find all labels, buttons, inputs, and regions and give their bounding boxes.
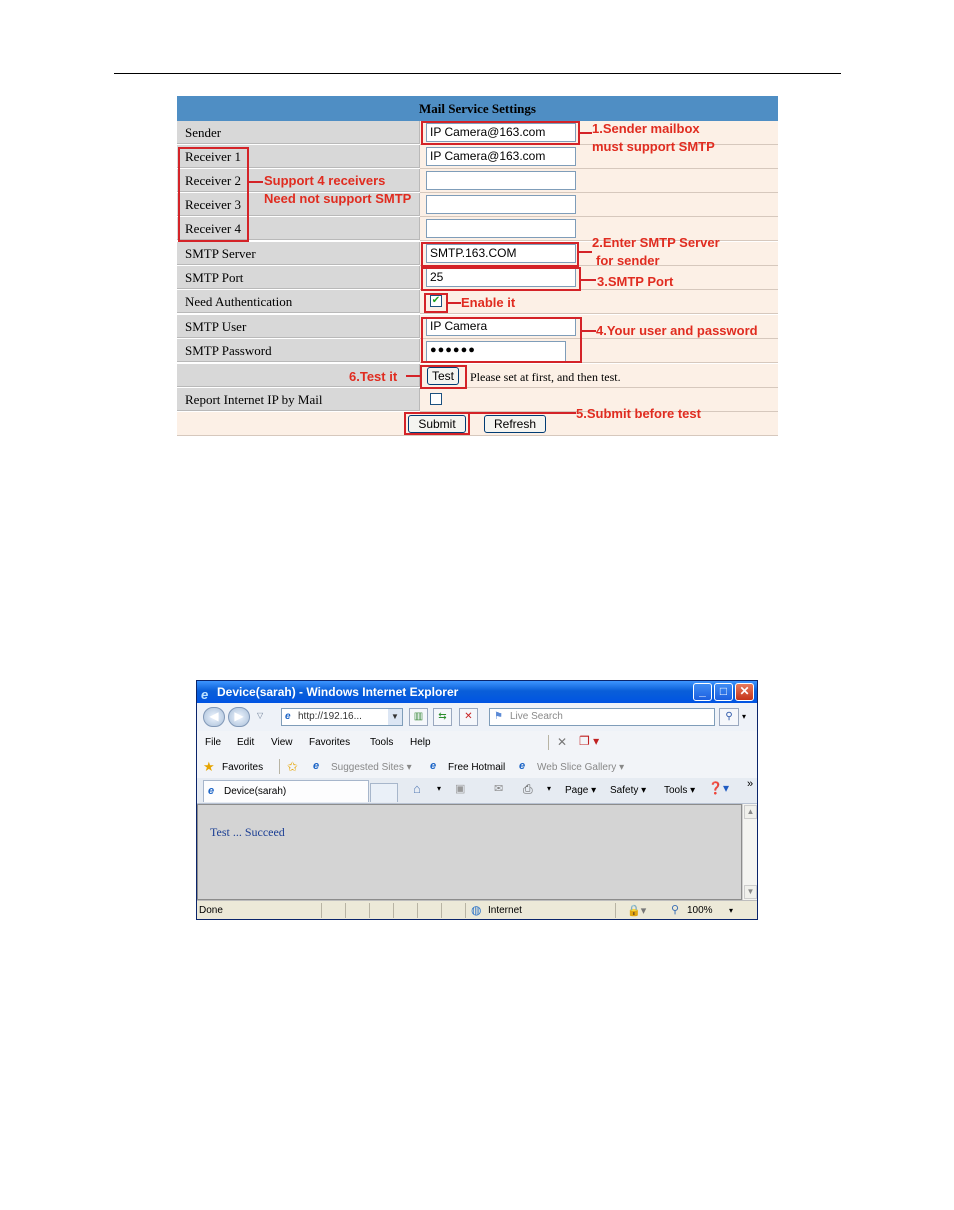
credentials-callout-line	[582, 330, 596, 332]
feeds-icon[interactable]: ▣	[455, 783, 466, 795]
page-icon: e	[285, 711, 291, 722]
report-ip-label: Report Internet IP by Mail	[177, 388, 420, 411]
refresh-icon[interactable]: ⇆	[433, 708, 452, 726]
protected-mode-icon[interactable]: 🔒▾	[627, 905, 647, 917]
smtp-port-callout-line	[581, 279, 596, 281]
more-tools-chevron[interactable]: »	[747, 778, 754, 790]
report-ip-checkbox[interactable]	[430, 393, 442, 405]
ie-navigation-bar	[197, 703, 757, 732]
maximize-icon[interactable]: □	[714, 683, 733, 701]
smtp-user-input[interactable]: IP Camera	[426, 317, 576, 336]
smtp-port-highlight	[421, 267, 581, 291]
ie-window-title: Device(sarah) - Windows Internet Explorer	[217, 685, 459, 699]
sender-callout-line	[580, 132, 592, 134]
test-highlight	[420, 365, 467, 389]
authentication-highlight	[424, 293, 448, 313]
smtp-server-input[interactable]: SMTP.163.COM	[426, 244, 576, 263]
credentials-highlight	[421, 317, 582, 363]
internet-zone-label: Internet	[488, 905, 522, 916]
help-icon[interactable]: ❓▾	[708, 781, 729, 795]
status-divider-5	[417, 903, 418, 918]
smtp-server-label: SMTP Server	[177, 242, 420, 265]
close-icon[interactable]: ✕	[735, 683, 754, 701]
search-placeholder: Live Search	[510, 711, 563, 722]
status-text: Done	[199, 905, 223, 916]
tab-bar	[197, 778, 757, 804]
test-note: Please set at first, and then test.	[470, 370, 621, 384]
menu-close-icon[interactable]: ✕	[557, 735, 568, 749]
address-dropdown-icon[interactable]: ▼	[388, 709, 402, 725]
smtp-server-callout-line	[579, 251, 592, 253]
suggested-sites-icon: e	[313, 760, 320, 772]
receiver-4-input[interactable]	[426, 219, 576, 238]
annotation-smtp-port: 3.SMTP Port	[597, 274, 674, 289]
free-hotmail-link[interactable]: Free Hotmail	[448, 762, 506, 773]
sender-highlight	[421, 121, 580, 145]
status-bar	[197, 900, 757, 920]
row-test	[177, 364, 778, 388]
sender-input[interactable]: IP Camera@163.com	[426, 123, 576, 142]
menu-edit[interactable]: Edit	[237, 737, 255, 748]
search-input[interactable]	[489, 708, 715, 726]
submit-highlight	[404, 412, 470, 435]
web-slice-gallery-link[interactable]: Web Slice Gallery ▾	[537, 762, 625, 773]
favorites-bar	[197, 754, 757, 778]
receiver-3-input[interactable]	[426, 195, 576, 214]
new-tab-button[interactable]	[370, 783, 398, 802]
web-slice-icon: e	[519, 760, 526, 772]
print-icon[interactable]: ⎙	[523, 782, 533, 796]
tab-label: Device(sarah)	[224, 786, 287, 797]
page-header-rule	[114, 73, 841, 74]
home-icon[interactable]: ⌂	[413, 781, 421, 796]
receiver-2-label: Receiver 2	[177, 169, 420, 192]
vertical-scrollbar[interactable]	[742, 804, 758, 900]
status-divider-6	[441, 903, 442, 918]
translate-icon[interactable]: ❐ ▾	[579, 734, 600, 748]
annotation-sender-1: 1.Sender mailbox	[592, 121, 700, 136]
need-authentication-checkbox[interactable]: ✔	[431, 295, 441, 306]
status-divider-2	[345, 903, 346, 918]
ie-title-bar	[197, 681, 757, 703]
history-dropdown-icon[interactable]: ▽	[257, 711, 264, 720]
smtp-server-highlight	[421, 242, 579, 267]
smtp-user-label: SMTP User	[177, 315, 420, 338]
tools-menu[interactable]: Tools ▾	[664, 785, 696, 796]
menu-favorites[interactable]: Favorites	[309, 737, 351, 748]
annotation-smtp-server-1: 2.Enter SMTP Server	[592, 235, 720, 250]
receiver-3-label: Receiver 3	[177, 193, 420, 216]
test-result-message: Test ... Succeed	[210, 825, 285, 839]
add-favorite-icon[interactable]: ✩	[287, 759, 298, 774]
menu-divider	[548, 735, 549, 750]
forward-icon[interactable]: ▶	[228, 707, 250, 727]
receiver-1-input[interactable]: IP Camera@163.com	[426, 147, 576, 166]
receiver-4-label: Receiver 4	[177, 217, 420, 240]
suggested-sites-link[interactable]: Suggested Sites ▾	[331, 762, 412, 773]
ie-logo-icon: e	[201, 687, 209, 702]
favorites-button[interactable]: Favorites	[222, 762, 264, 773]
receivers-highlight	[178, 147, 249, 242]
hotmail-icon: e	[430, 760, 437, 772]
back-icon[interactable]: ◀	[203, 707, 225, 727]
panel-title: Mail Service Settings	[177, 96, 778, 121]
menu-view[interactable]: View	[271, 737, 293, 748]
smtp-port-label: SMTP Port	[177, 266, 420, 289]
tab-device[interactable]	[203, 780, 369, 802]
search-options-icon[interactable]: ▾	[742, 712, 747, 721]
annotation-receivers-1: Support 4 receivers	[264, 173, 386, 188]
menu-tools[interactable]: Tools	[370, 737, 394, 748]
search-icon[interactable]: ⚲	[719, 708, 739, 726]
zoom-level[interactable]: 100%	[687, 905, 713, 916]
favorites-star-icon: ★	[203, 759, 215, 774]
refresh-button[interactable]: Refresh	[484, 415, 546, 433]
address-text: http://192.16...	[298, 711, 362, 722]
minimize-icon[interactable]: _	[693, 683, 712, 701]
smtp-password-label: SMTP Password	[177, 339, 420, 362]
address-bar[interactable]	[281, 708, 403, 726]
page-content	[197, 804, 742, 900]
mail-icon[interactable]: ✉	[494, 783, 504, 795]
authentication-callout-line	[448, 302, 461, 304]
ie-window	[196, 680, 758, 920]
annotation-credentials: 4.Your user and password	[596, 323, 758, 338]
menu-file[interactable]: File	[205, 737, 222, 748]
zoom-icon: ⚲	[671, 904, 680, 916]
annotation-receivers-2: Need not support SMTP	[264, 191, 412, 206]
sender-label: Sender	[177, 121, 420, 144]
submit-button[interactable]: Submit	[408, 415, 466, 433]
scroll-up-icon[interactable]: ▲	[744, 805, 757, 819]
test-button[interactable]: Test	[427, 367, 459, 385]
receiver-2-input[interactable]	[426, 171, 576, 190]
annotation-sender-2: must support SMTP	[592, 139, 715, 154]
live-search-icon: ⚑	[494, 711, 503, 722]
submit-callout-line	[470, 412, 576, 414]
annotation-enable: Enable it	[461, 295, 516, 310]
menu-bar	[197, 731, 757, 755]
print-dropdown-icon[interactable]: ▾	[547, 784, 552, 793]
status-divider-7	[465, 903, 466, 918]
safety-menu[interactable]: Safety ▾	[610, 785, 647, 796]
scroll-down-icon[interactable]: ▼	[744, 885, 757, 899]
favorites-divider	[279, 759, 280, 774]
test-callout-line	[406, 375, 420, 377]
home-dropdown-icon[interactable]: ▾	[437, 784, 442, 793]
smtp-password-input[interactable]: ●●●●●●	[426, 341, 566, 362]
status-divider-3	[369, 903, 370, 918]
menu-help[interactable]: Help	[410, 737, 431, 748]
stop-icon[interactable]: ✕	[459, 708, 478, 726]
status-divider-4	[393, 903, 394, 918]
status-divider-8	[615, 903, 616, 918]
smtp-port-input[interactable]: 25	[426, 268, 576, 287]
need-authentication-label: Need Authentication	[177, 290, 420, 313]
receiver-1-label: Receiver 1	[177, 145, 420, 168]
compatibility-icon[interactable]: ▥	[409, 708, 428, 726]
annotation-smtp-server-2: for sender	[596, 253, 660, 268]
tab-page-icon: e	[208, 785, 215, 797]
internet-zone-icon: ◍	[471, 903, 482, 917]
status-divider-1	[321, 903, 322, 918]
annotation-submit: 5.Submit before test	[576, 406, 701, 421]
zoom-dropdown-icon[interactable]: ▾	[729, 906, 734, 915]
annotation-test: 6.Test it	[349, 369, 398, 384]
receivers-callout-line	[249, 181, 263, 183]
page-menu[interactable]: Page ▾	[565, 785, 597, 796]
